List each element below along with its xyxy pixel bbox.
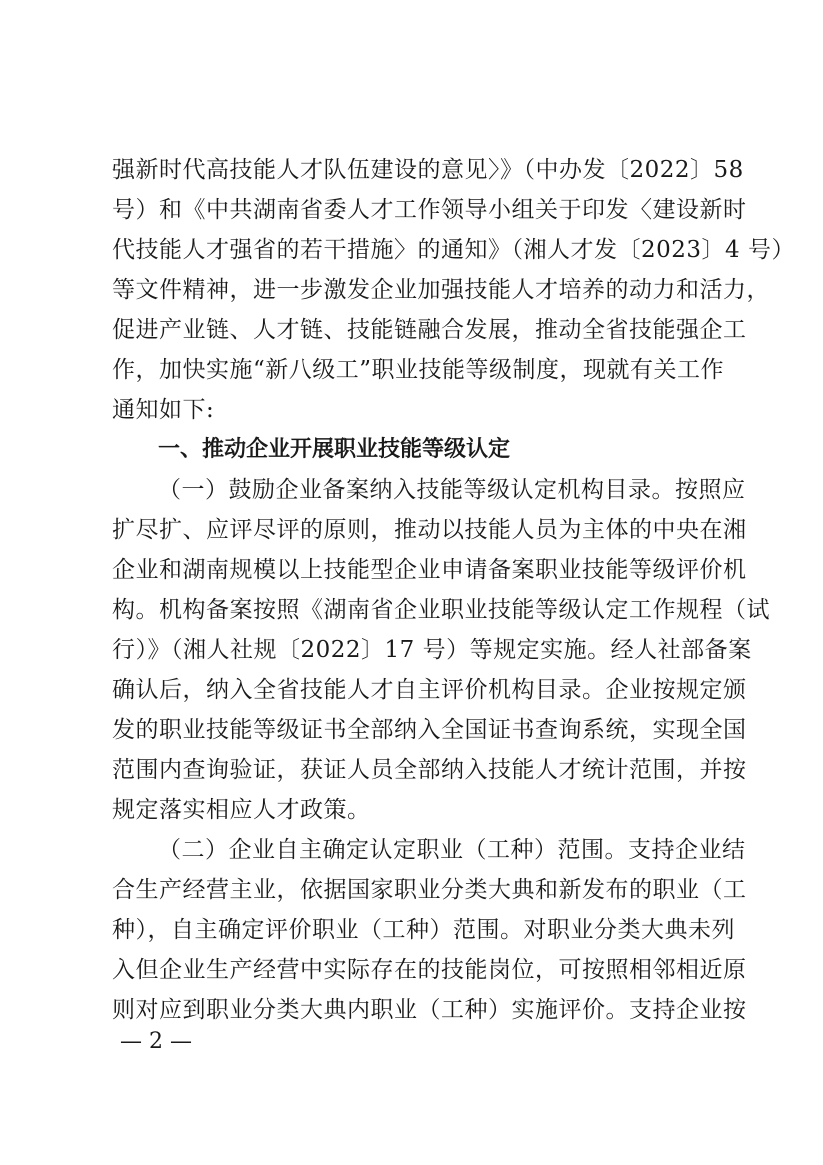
body-line: 促进产业链、人才链、技能链融合发展，推动全省技能强企工	[112, 317, 747, 343]
body-line: 代技能人才强省的若干措施〉的通知》（湘人才发〔2023〕4 号）	[112, 237, 795, 263]
page-number: — 2 —	[120, 1029, 192, 1054]
body-line: 发的职业技能等级证书全部纳入全国证书查询系统，实现全国	[112, 717, 747, 743]
body-line: 范围内查询验证，获证人员全部纳入技能人才统计范围，并按	[112, 757, 747, 783]
body-line: 行）》（湘人社规〔2022〕17 号）等规定实施。经人社部备案	[112, 637, 752, 663]
body-line: 规定落实相应人才政策。	[112, 797, 371, 823]
section-heading: 一、推动企业开展职业技能等级认定	[158, 437, 511, 462]
body-line: 企业和湖南规模以上技能型企业申请备案职业技能等级评价机	[112, 557, 747, 583]
body-line: 作，加快实施“新八级工”职业技能等级制度，现就有关工作	[112, 357, 725, 383]
body-line: 强新时代高技能人才队伍建设的意见〉》（中办发〔2022〕58	[112, 157, 744, 183]
body-line: 确认后，纳入全省技能人才自主评价机构目录。企业按规定颁	[112, 677, 747, 703]
body-line: 号）和《中共湖南省委人才工作领导小组关于印发〈建设新时	[112, 197, 747, 223]
body-line: 通知如下:	[112, 397, 215, 423]
body-line: 则对应到职业分类大典内职业（工种）实施评价。支持企业按	[112, 997, 747, 1023]
body-line: 等文件精神，进一步激发企业加强技能人才培养的动力和活力，	[112, 277, 770, 303]
body-line: 种），自主确定评价职业（工种）范围。对职业分类大典未列	[112, 917, 735, 943]
body-line: 构。机构备案按照《湖南省企业职业技能等级认定工作规程（试	[112, 597, 770, 623]
body-line: （二）企业自主确定认定职业（工种）范围。支持企业结	[158, 837, 746, 863]
body-line: （一）鼓励企业备案纳入技能等级认定机构目录。按照应	[158, 477, 746, 503]
body-line: 入但企业生产经营中实际存在的技能岗位，可按照相邻相近原	[112, 957, 747, 983]
body-line: 合生产经营主业，依据国家职业分类大典和新发布的职业（工	[112, 877, 747, 903]
body-line: 扩尽扩、应评尽评的原则，推动以技能人员为主体的中央在湘	[112, 517, 747, 543]
